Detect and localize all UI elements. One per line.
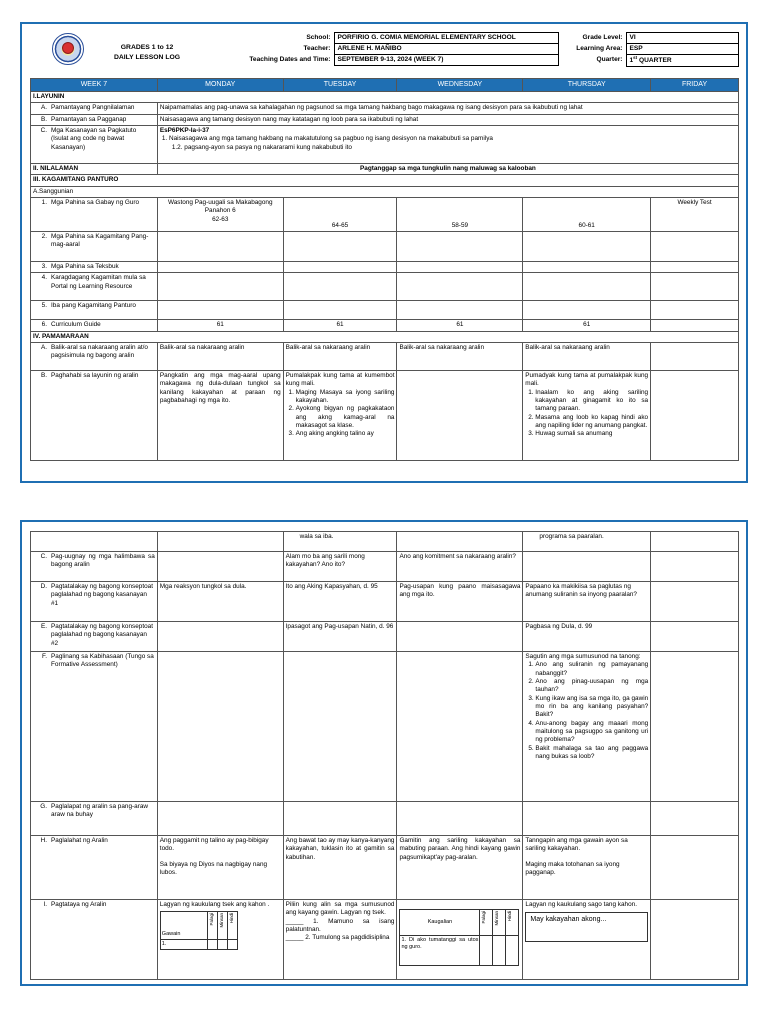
pagtatalakay-1-label: Pagtatalakay ng bagong konseptoat paglalahad ng bagong kasanayan #1: [51, 583, 153, 607]
paglalahat-tuesday: Ang bawat tao ay may kanya-kanyang kakayahan, tuklasin ito at gamitin sa kabutihan.: [283, 836, 397, 900]
lesson-log-page-1: [20, 22, 748, 483]
school-name: PORFIRIO G. COMIA MEMORIAL ELEMENTARY SCHOOL: [334, 33, 558, 44]
paglalapat-label: Paglalapat ng aralin sa pang-araw araw na buhay: [51, 803, 148, 819]
pagtatalakay-2-thursday: Pagbasa ng Dula, d. 99: [523, 622, 651, 652]
learning-area: ESP: [626, 44, 738, 55]
section-pamamaraan: IV. PAMAMARAAN: [31, 331, 739, 342]
competency-item-1: 1. Naisasagawa ang mga tamang hakbang na makatutulong sa pagbuo ng isang desisyon na makabubuti sa pamilya: [161, 135, 493, 143]
gabay-guro-label: Mga Pahina sa Gabay ng Guro: [51, 198, 140, 206]
balik-aral-monday: Balik-aral sa nakaraang aralin: [157, 342, 283, 370]
row-label-a: A. Pamantayang Pangnilalaman: [31, 103, 158, 114]
balik-aral-wednesday: Balik-aral sa nakaraang aralin: [397, 342, 523, 370]
paglalahat-thursday: Tanngapin ang mga gawain ayon sa sariling kakayahan. Maging maka totohanan sa iyong pagganap.: [523, 836, 651, 900]
pagtatalakay-1-thursday: Papaano ka makikiisa sa paglutas ng anumang suliranin sa inyong paaralan?: [523, 582, 651, 622]
kakayahan-box: May kakayahan akong...: [525, 912, 648, 942]
pagtataya-thursday: Lagyan ng kaukulang sago tang kahon. May kakayahan akong...: [523, 900, 651, 980]
cg-tuesday: 61: [283, 320, 397, 331]
curriculum-guide-label: Curriculum Guide: [51, 321, 101, 329]
pagtatalakay-2-tuesday: Ipasagot ang Pag-usapan Natin, d. 96: [283, 622, 397, 652]
pagtatalakay-1-wednesday: Pag-usapan kung paano maisasagawa ang mga ito.: [397, 582, 523, 622]
teksbuk-label: Mga Pahina sa Teksbuk: [51, 262, 119, 270]
gabay-guro-thursday: 60-61: [523, 197, 651, 231]
col-friday: FRIDAY: [651, 79, 739, 92]
pagtatalakay-1-monday: Mga reaksyon tungkol sa dula.: [157, 582, 283, 622]
section-nilalaman: II. NILALAMAN: [31, 163, 158, 174]
competency-code: EsP6PKP-Ia-i-37: [159, 126, 210, 134]
quarter: 1st QUARTER: [626, 55, 738, 67]
pamantayan-pagganap-value: Naisasagawa ang tamang desisyon nang may katatagan ng loob para sa ikabubuti ng lahat: [157, 114, 738, 125]
portal-label: Karagdagang Kagamitan mula sa Portal ng Learning Resource: [51, 274, 146, 290]
col-monday: MONDAY: [157, 79, 283, 92]
deped-seal-icon: [52, 33, 84, 65]
cg-monday: 61: [157, 320, 283, 331]
pagtataya-label: Pagtataya ng Aralin: [51, 901, 107, 908]
col-tuesday: TUESDAY: [283, 79, 397, 92]
header-row: [31, 79, 739, 92]
lesson-log-page-2: [20, 520, 748, 986]
grade-level: VI: [626, 33, 738, 44]
paghahabi-tuesday: Pumalakpak kung tama at kumembot kung mali. 1. Maging Masaya sa iyong sariling kakayahan. 2. Ayokong bigyan ng pagkakataon ang akng kamag-aral na makasagot sa klase. 3. Ang aking angking talino ay: [283, 370, 397, 460]
paglalahat-label: Paglalahat ng Aralin: [51, 837, 108, 844]
balik-aral-tuesday: Balik-aral sa nakaraang aralin: [283, 342, 397, 370]
pag-uugnay-tuesday: Alam mo ba ang sarili mong kakayahan? Ano ito?: [283, 552, 397, 582]
pagtatalakay-1-tuesday: Ito ang Aking Kapasyahan, d. 95: [283, 582, 397, 622]
cg-thursday: 61: [523, 320, 651, 331]
pag-uugnay-wednesday: Ano ang komitment sa nakaraang aralin?: [397, 552, 523, 582]
competency-item-2: 1.2. pagsang-ayon sa pasya ng nakararami kung nakabubuti ito: [171, 143, 352, 151]
paglalahat-wednesday: Gamitin ang sariling kakayahan sa mabuting paraan. Ang hindi kayang gawin pagsumikapt'ay pag-aralan.: [397, 836, 523, 900]
info-table-left: School: PORFIRIO G. COMIA MEMORIAL ELEMENTARY SCHOOL Teacher: ARLENE H. MAÑIBO Teaching Dates and Time: SEPTEMBER 9-13, 2024 (WEEK 7): [204, 32, 559, 66]
pag-uugnay-label: Pag-uugnay ng mga halimbawa sa bagong aralin: [51, 553, 155, 569]
col-week: WEEK 7: [31, 79, 158, 92]
kagamitang-mag-aaral-label: Mga Pahina sa Kagamitang Pang-mag-aaral: [51, 232, 149, 249]
title-daily-lesson-log: DAILY LESSON LOG: [113, 53, 181, 61]
balik-aral-thursday: Balik-aral sa nakaraang aralin: [523, 342, 651, 370]
teacher-name: ARLENE H. MAÑIBO: [334, 44, 558, 55]
pamantayang-pangnilalaman-value: Naipamamalas ang pag-unawa sa kahalagahan ng pagsunod sa mga tamang hakbang bago makagawa ng isang desisyon para sa ikabubuti ng lahat: [157, 103, 738, 114]
wednesday-checklist-table: Kaugalian Palagi Minsan Hindi 1. Di ako tumatanggi sa utos ng guro.: [399, 909, 519, 966]
section-layunin: I.LAYUNIN: [31, 92, 739, 103]
paglinang-label: Paglinang sa Kabihasaan (Tungo sa Formative Assessment): [51, 653, 154, 669]
col-thursday: THURSDAY: [523, 79, 651, 92]
kasanayan-value: [157, 125, 738, 163]
monday-checklist-table: Gawain Palagi Minsan Hindi 1.: [160, 911, 238, 950]
gabay-guro-tuesday: 64-65: [283, 197, 397, 231]
paghahabi-thursday: Pumadyak kung tama at pumalakpak kung mali. 1. Inaalam ko ang aking sariling kakayahan at ginagamit ko ito sa tamang paraan. 2. Masama ang loob ko kapag hindi ako ang napiling lider ng anumang pangkat. 3. Huwag sumali sa anumang: [523, 370, 651, 460]
paghahabi-label: Paghahabi sa layunin ng aralin: [51, 371, 139, 379]
info-table-right: Grade Level: VI Learning Area: ESP Quarter: 1st QUARTER: [562, 32, 739, 67]
pagtataya-wednesday: [397, 900, 523, 980]
paghahabi-thursday-cont: programa sa paaralan.: [523, 532, 651, 552]
gabay-guro-wednesday: 58-59: [397, 197, 523, 231]
lesson-table-1: WEEK 7 MONDAY TUESDAY WEDNESDAY THURSDAY FRIDAY I.LAYUNIN A. Pamantayang Pangnilalaman Naipamamalas ang pag-unawa sa kahalagahan ng pagsunod sa mga tamang hakbang bago makagawa ng isang desisyon para sa ikabubuti ng lahat B. Pamantayan sa Pagganap Naisasagawa ang tamang desisyon nang may katatagan ng loob para sa ikabubuti ng lahat C. Mga Kasanayan sa Pagkatuto (Isulat ang code ng bawat Kasanayan) EsP6PKP-Ia-i-37 1. Naisasagawa ang mga tamang hakbang na makatutulong sa pagbuo ng isang desisyon na makabubuti sa pamilya 1.2. pagsang-ayon sa pasya ng nakararami kung nakabubuti ito II. NILALAMAN Pagtanggap sa mga tungkulin nang maluwag sa kalooban III. KAGAMITANG PANTURO A.Sanggunian 1. Mga Pahina sa Gabay ng Guro Wastong Pag-uugali sa Makabagong Panahon 6 62-63 64-65 58-59 60-61 Weekly Test 2. Mga Pahina sa Kagamitang Pang-mag-aaral 3. Mga Pahina sa Teksbuk 4. Karagdagang Kagamitan mula sa Portal ng Learning Resource 5. Iba pang Kagamitang Panturo 6. Curriculum Guide 61 61 61 61 IV. PAMAMARAAN A. Balik-aral sa nakaraang aralin at/o pagsisimula ng bagong aralin Balik-aral sa nakaraang aralin Balik-aral sa nakaraang aralin Balik-aral sa nakaraang aralin Balik-aral sa nakaraang aralin B. Paghahabi sa layunin ng aralin Pangkatin ang mga mag-aaral upang makagawa ng dula-dulaan tungkol sa kanilang kakayahan at paraan ng pagbabahagi ng mga ito. Pumalakpak kung tama at kumembot kung mali. 1. Maging Masaya sa iyong sariling kakayahan. 2. Ayokong bigyan ng pagkakataon ang akng kamag-aral na makasagot sa klase. 3. Ang aking angking talino ay Pumadyak kung tama at pumalakpak kung mali. 1. Inaalam ko ang aking sariling kakayahan at ginagamit ko ito sa tamang paraan. 2. Masama ang loob ko kapag hindi ako ang napiling lider ng anumang pangkat. 3. Huwag sumali sa anumang: [30, 78, 739, 461]
gabay-guro-monday: Wastong Pag-uugali sa Makabagong Panahon 6 62-63: [157, 197, 283, 231]
row-label-c: C. Mga Kasanayan sa Pagkatuto (Isulat ang code ng bawat Kasanayan): [31, 125, 158, 163]
iba-pang-kagamitan-label: Iba pang Kagamitang Panturo: [51, 302, 136, 310]
paglinang-thursday: Sagutin ang mga sumusunod na tanong: 1. Ano ang suliranin ng pamayanang nabanggit? 2. Ano ang pinag-uusapan ng mga tauhan? 3. Kung ikaw ang isa sa mga ito, ga gawin mo rin ba ang kanilang pasyahan? Bakit? 4. Anu-anong bagay ang maaari mong maitulong sa pagsugpo sa ganitong uri ng problema? 5. Bakit mahalaga sa tao ang paggawa nang bukas sa loob?: [523, 652, 651, 802]
col-wednesday: WEDNESDAY: [397, 79, 523, 92]
pagtatalakay-2-label: Pagtatalakay ng bagong konseptoat paglalahad ng bagong kasanayan #2: [51, 623, 153, 647]
section-kagamitan: III. KAGAMITANG PANTURO: [31, 175, 739, 186]
title-grades: GRADES 1 to 12: [120, 44, 174, 51]
sanggunian-label: A.Sanggunian: [31, 186, 739, 197]
teaching-dates: SEPTEMBER 9-13, 2024 (WEEK 7): [334, 55, 558, 66]
nilalaman-value: Pagtanggap sa mga tungkulin nang maluwag sa kalooban: [157, 163, 738, 174]
pagtataya-monday: Lagyan ng kaukulang tsek ang kahon . Gawain Palagi Minsan Hindi 1.: [157, 900, 283, 980]
balik-aral-label: Balik-aral sa nakaraang aralin at/o pagsisimula ng bagong aralin: [51, 343, 148, 360]
paglalahat-monday: Ang paggamit ng talino ay pag-bibigay todo. Sa biyaya ng Diyos na nagbigay nang lubos.: [157, 836, 283, 900]
cg-wednesday: 61: [397, 320, 523, 331]
log-title: [102, 43, 192, 62]
paghahabi-tuesday-cont: wala sa iba.: [283, 532, 397, 552]
pagtataya-tuesday: Piliin kung alin sa mga sumusunod ang kayang gawin. Lagyan ng tsek. _____ 1. Mamuno sa isang palatuntnan. _____ 2. Tumulong sa pagdidisiplina: [283, 900, 397, 980]
gabay-guro-friday: Weekly Test: [651, 197, 739, 231]
lesson-table-2: wala sa iba. programa sa paaralan. C. Pag-uugnay ng mga halimbawa sa bagong aralin Alam mo ba ang sarili mong kakayahan? Ano ito? Ano ang komitment sa nakaraang aralin? D. Pagtatalakay ng bagong konseptoat paglalahad ng bagong kasanayan #1 Mga reaksyon tungkol sa dula. Ito ang Aking Kapasyahan, d. 95 Pag-usapan kung paano maisasagawa ang mga ito. Papaano ka makikiisa sa paglutas ng anumang suliranin sa inyong paaralan? E. Pagtatalakay ng bagong konseptoat paglalahad ng bagong kasanayan #2 Ipasagot ang Pag-usapan Natin, d. 96 Pagbasa ng Dula, d. 99 F. Paglinang sa Kabihasaan (Tungo sa Formative Assessment) Sagutin ang mga sumusunod na tanong: 1. Ano ang suliranin ng pamayanang nabanggit? 2. Ano ang pinag-uusapan ng mga tauhan? 3. Kung ikaw ang isa sa mga ito, ga gawin mo rin ba ang kanilang pasyahan? Bakit? 4. Anu-anong bagay ang maaari mong maitulong sa pagsugpo sa ganitong uri ng problema? 5. Bakit mahalaga sa tao ang paggawa nang bukas sa loob? G. Paglalapat ng aralin sa pang-araw araw na buhay H. Paglalahat ng Aralin Ang paggamit ng talino ay pag-bibigay todo. Sa biyaya ng Diyos na nagbigay nang lubos. Ang bawat tao ay may kanya-kanyang kakayahan, tuklasin ito at gamitin sa kabutihan. Gamitin ang sariling kakayahan sa mabuting paraan. Ang hindi kayang gawin pagsumikapt'ay pag-aralan. Tanngapin ang mga gawain ayon sa sariling kakayahan. Maging maka totohanan sa iyong pagganap. I. Pagtataya ng Aralin Lagyan ng kaukulang tsek ang kahon . Gawain Palagi Minsan Hindi 1. Piliin kung alin sa mga sumusunod ang kayang gawin. Lagyan ng tsek. _____ 1. Mamuno sa isang palatuntnan. _____ 2. Tumulong sa pagdidisiplina Kaugalian Palagi Minsan Hindi 1. Di ako tumatanggi sa utos ng guro. Lagyan ng kaukulang sago tang kahon. May kakayahan akong...: [30, 531, 739, 980]
paghahabi-monday: Pangkatin ang mga mag-aaral upang makagawa ng dula-dulaan tungkol sa kanilang kakayahan at paraan ng pagbabahagi ng mga ito.: [157, 370, 283, 460]
row-label-b: B. Pamantayan sa Pagganap: [31, 114, 158, 125]
